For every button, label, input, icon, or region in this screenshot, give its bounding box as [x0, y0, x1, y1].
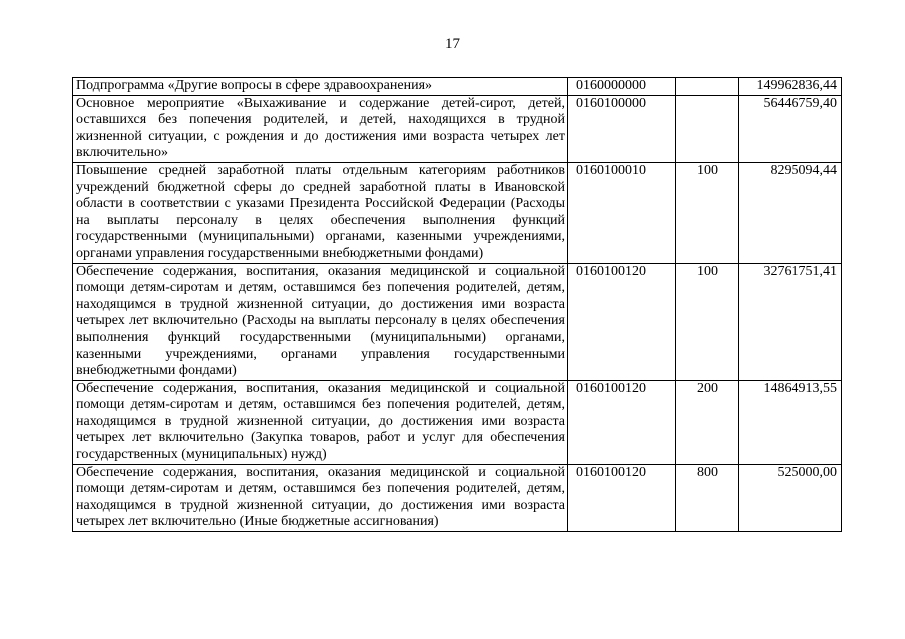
- row-name-cell: Подпрограмма «Другие вопросы в сфере здравоохранения»: [73, 78, 568, 96]
- row-name-cell: Повышение средней заработной платы отдельным категориям работников учреждений бюджетной сферы до средней заработной платы в Ивановской области в соответствии с указами Президента Российской Федерации (Расходы на выплаты персоналу в целях обеспечения выполнения функций государственными (муниципальными) органами, казенными учреждениями, органами управления государственными внебюджетными фондами): [73, 162, 568, 263]
- row-amount-cell: 8295094,44: [739, 162, 842, 263]
- table-row: [73, 95, 842, 162]
- row-name-cell: Обеспечение содержания, воспитания, оказания медицинской и социальной помощи детям-сиротам и детям, оставшимся без попечения родителей, детям, находящимся в трудной жизненной ситуации, до достижения ими возраста четырех лет включительно (Закупка товаров, работ и услуг для обеспечения государственных (муниципальных) нужд): [73, 380, 568, 464]
- row-code-cell: 0160000000: [568, 78, 676, 96]
- row-amount-cell: 149962836,44: [739, 78, 842, 96]
- row-name-cell: Основное мероприятие «Выхаживание и содержание детей-сирот, детей, оставшихся без попечения родителей, и детей, находящихся в трудной жизненной ситуации, с рождения и до достижения ими возраста четырех лет включительно»: [73, 95, 568, 162]
- row-kind-cell: [676, 78, 739, 96]
- row-amount-cell: 32761751,41: [739, 263, 842, 380]
- row-code-cell: 0160100120: [568, 263, 676, 380]
- row-name-cell: Обеспечение содержания, воспитания, оказания медицинской и социальной помощи детям-сиротам и детям, оставшимся без попечения родителей, детям, находящимся в трудной жизненной ситуации, до достижения ими возраста четырех лет включительно (Иные бюджетные ассигнования): [73, 464, 568, 531]
- table-row: [73, 78, 842, 96]
- row-code-cell: 0160100000: [568, 95, 676, 162]
- table-row: [73, 162, 842, 263]
- table-row: [73, 380, 842, 464]
- row-kind-cell: [676, 95, 739, 162]
- budget-table: [72, 77, 842, 532]
- row-amount-cell: 525000,00: [739, 464, 842, 531]
- row-kind-cell: 100: [676, 263, 739, 380]
- table-row: [73, 263, 842, 380]
- page-number: 17: [445, 36, 460, 52]
- row-name-cell: Обеспечение содержания, воспитания, оказания медицинской и социальной помощи детям-сиротам и детям, оставшимся без попечения родителей, детям, находящимся в трудной жизненной ситуации, до достижения ими возраста четырех лет включительно (Расходы на выплаты персоналу в целях обеспечения выполнения функций государственными (муниципальными) органами, казенными учреждениями, органами управления государственными внебюджетными фондами): [73, 263, 568, 380]
- row-amount-cell: 56446759,40: [739, 95, 842, 162]
- row-code-cell: 0160100120: [568, 380, 676, 464]
- row-code-cell: 0160100010: [568, 162, 676, 263]
- row-code-cell: 0160100120: [568, 464, 676, 531]
- row-kind-cell: 200: [676, 380, 739, 464]
- row-kind-cell: 800: [676, 464, 739, 531]
- row-amount-cell: 14864913,55: [739, 380, 842, 464]
- table-row: [73, 464, 842, 531]
- row-kind-cell: 100: [676, 162, 739, 263]
